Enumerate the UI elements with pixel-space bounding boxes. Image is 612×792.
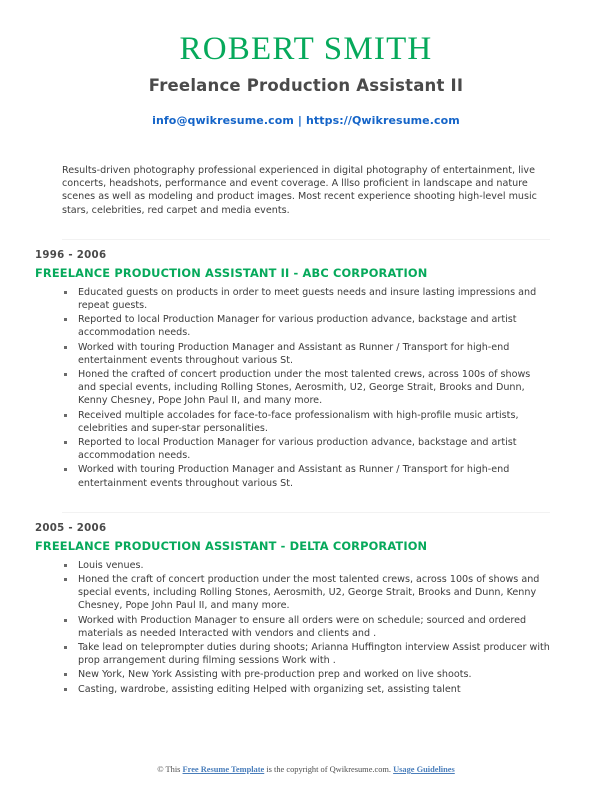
section-title: FREELANCE PRODUCTION ASSISTANT - DELTA CORPORATION: [35, 538, 428, 553]
bullet-list: [62, 286, 550, 490]
bullet-item: Received multiple accolades for face-to-face professionalism with high-profile music artists, celebrities and super-star personalities.: [62, 409, 550, 435]
bullet-item: Louis venues.: [62, 559, 550, 572]
experience-section: [35, 239, 550, 490]
resume-body: [0, 164, 612, 696]
bullet-item: Worked with Production Manager to ensure all orders were on schedule; sourced and ordered materials as needed Interacted with vendors and clients and .: [62, 614, 550, 640]
bullet-item: Take lead on teleprompter duties during shoots; Arianna Huffington interview Assist producer with prop arrangement during filming sessions Work with .: [62, 641, 550, 667]
section-date-range: 2005 - 2006: [35, 522, 107, 534]
experience-section: [35, 512, 550, 696]
bullet-item: Educated guests on products in order to meet guests needs and insure lasting impressions and repeat guests.: [62, 286, 550, 312]
free-resume-template-link[interactable]: Free Resume Template: [182, 765, 265, 774]
summary-paragraph: Results-driven photography professional experienced in digital photography of entertainment, live concerts, headshots, performance and event coverage. A lllso proficient in landscape and nature scenes as well as modeling and product images. Most recent experience shooting high-level music stars, celebrities, red carpet and media events.: [62, 165, 537, 216]
bullet-item: Honed the crafted of concert production under the most talented crews, across 100s of shows and special events, including Rolling Stones, Aerosmith, U2, George Strait, Brooks and Dunn, Kenny Chesney, Pope John Paul II, and many more.: [62, 368, 550, 408]
bullet-item: Casting, wardrobe, assisting editing Helped with organizing set, assisting talent: [62, 683, 550, 696]
copyright-symbol: ©: [157, 765, 164, 774]
candidate-name: ROBERT SMITH: [179, 31, 433, 67]
bullet-item: Reported to local Production Manager for various production advance, backstage and artist accommodation needs.: [62, 436, 550, 462]
bullet-item: New York, New York Assisting with pre-production prep and worked on live shoots.: [62, 668, 550, 681]
section-title: FREELANCE PRODUCTION ASSISTANT II - ABC CORPORATION: [35, 265, 428, 280]
resume-header: [0, 0, 612, 128]
bullet-item: Honed the craft of concert production under the most talented crews, across 100s of shows and special events, including Rolling Stones, Aerosmith, U2, George Strait, Brooks and Dunn, Kenny Chesney, Pope John Paul II, and many more.: [62, 573, 550, 613]
footer-middle: is the copyright of Qwikresume.com.: [264, 765, 394, 774]
bullet-item: Worked with touring Production Manager and Assistant as Runner / Transport for high-end entertainment events throughout various St.: [62, 341, 550, 367]
experience-sections: [35, 239, 550, 696]
section-divider: [62, 512, 550, 513]
bullet-item: Reported to local Production Manager for various production advance, backstage and artist accommodation needs.: [62, 313, 550, 339]
section-date-range: 1996 - 2006: [35, 249, 107, 261]
contact-line: info@qwikresume.com | https://Qwikresume.com: [152, 114, 460, 127]
bullet-list: [62, 559, 550, 696]
section-divider: [62, 239, 550, 240]
page-footer: [0, 764, 612, 776]
usage-guidelines-link[interactable]: Usage Guidelines: [393, 765, 455, 774]
footer-prefix: This: [165, 765, 183, 774]
bullet-item: Worked with touring Production Manager and Assistant as Runner / Transport for high-end entertainment events throughout various St.: [62, 463, 550, 489]
candidate-job-title: Freelance Production Assistant II: [148, 76, 464, 95]
